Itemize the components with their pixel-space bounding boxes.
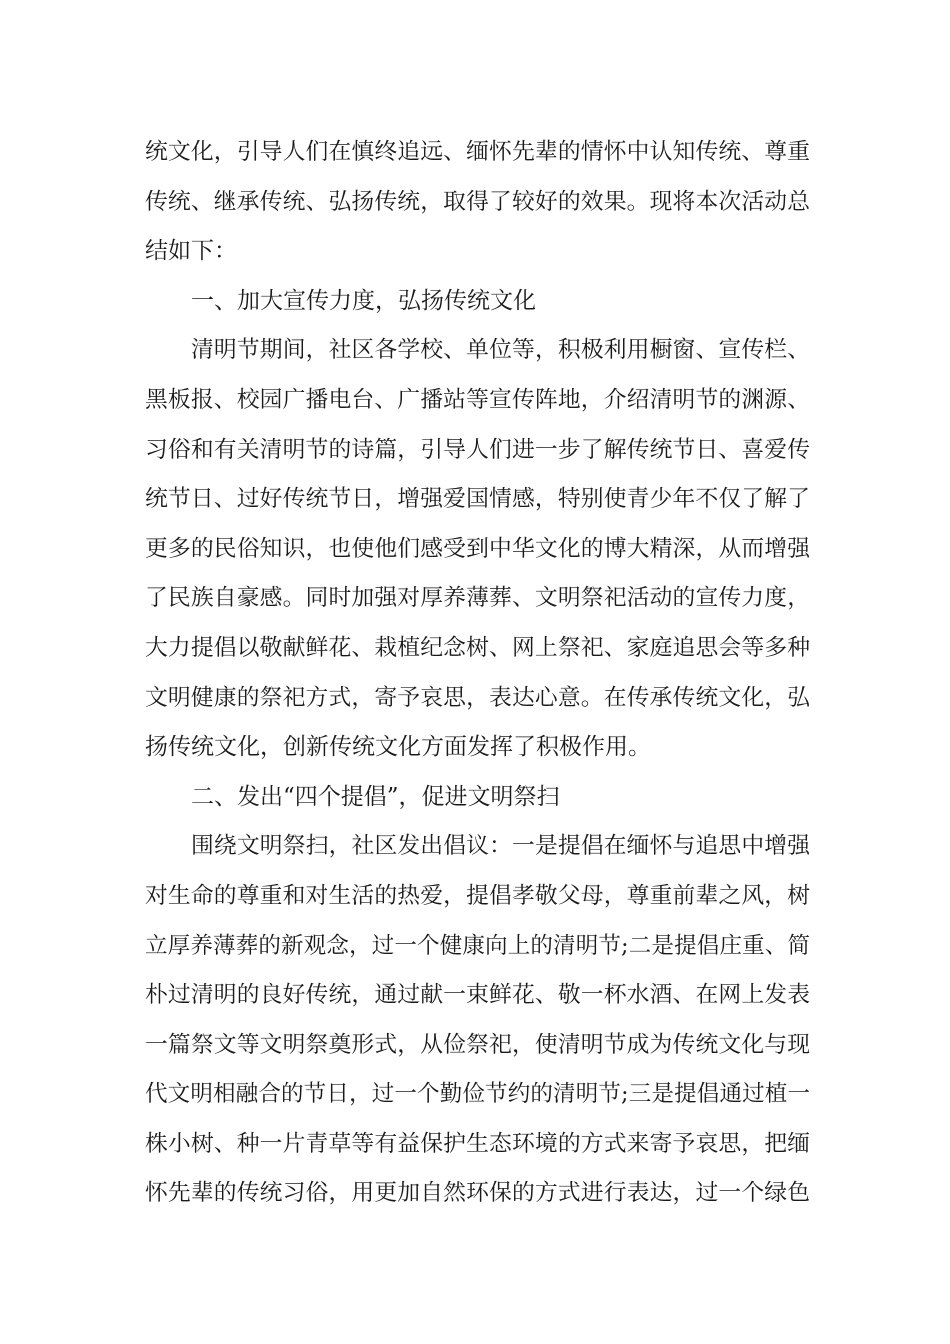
text-line: 清明节期间，社区各学校、单位等，积极利用橱窗、宣传栏、 <box>191 337 810 364</box>
text-line: 统文化，引导人们在慎终追远、缅怀先辈的情怀中认知传统、尊重 <box>145 139 810 165</box>
text-line: 朴过清明的良好传统，通过献一束鲜花、敬一杯水酒、在网上发表 <box>145 982 810 1009</box>
text-line: 结如下： <box>145 238 237 265</box>
text-line: 株小树、种一片青草等有益保护生态环境的方式来寄予哀思，把缅 <box>145 1130 810 1157</box>
text-line: 统节日、过好传统节日，增强爱国情感，特别使青少年不仅了解了 <box>145 486 810 513</box>
text-line: 习俗和有关清明节的诗篇，引导人们进一步了解传统节日、喜爱传 <box>145 436 810 463</box>
text-line: 一篇祭文等文明祭奠形式，从俭祭祀，使清明节成为传统文化与现 <box>145 1031 810 1058</box>
section-heading: 二、发出“四个提倡”，促进文明祭扫 <box>191 783 560 810</box>
text-line: 黑板报、校园广播电台、广播站等宣传阵地，介绍清明节的渊源、 <box>145 386 810 413</box>
text-line: 围绕文明祭扫，社区发出倡议：一是提倡在缅怀与追思中增强 <box>191 833 810 860</box>
text-line: 立厚养薄葬的新观念，过一个健康向上的清明节;二是提倡庄重、简 <box>145 932 810 959</box>
text-line: 传统、继承传统、弘扬传统，取得了较好的效果。现将本次活动总 <box>145 188 810 215</box>
text-line: 更多的民俗知识，也使他们感受到中华文化的博大精深，从而增强 <box>145 535 810 562</box>
document-body <box>145 128 810 1219</box>
section-heading: 一、加大宣传力度，弘扬传统文化 <box>191 287 536 314</box>
text-line: 了民族自豪感。同时加强对厚养薄葬、文明祭祀活动的宣传力度， <box>145 585 810 612</box>
text-line: 大力提倡以敬献鲜花、栽植纪念树、网上祭祀、家庭追思会等多种 <box>145 634 810 661</box>
text-line: 对生命的尊重和对生活的热爱，提倡孝敬父母，尊重前辈之风，树 <box>145 882 810 909</box>
text-line: 扬传统文化，创新传统文化方面发挥了积极作用。 <box>145 734 651 761</box>
text-line: 怀先辈的传统习俗，用更加自然环保的方式进行表达，过一个绿色 <box>145 1180 810 1207</box>
text-line: 代文明相融合的节日，过一个勤俭节约的清明节;三是提倡通过植一 <box>145 1081 810 1108</box>
text-line: 文明健康的祭祀方式，寄予哀思，表达心意。在传承传统文化，弘 <box>145 684 810 711</box>
